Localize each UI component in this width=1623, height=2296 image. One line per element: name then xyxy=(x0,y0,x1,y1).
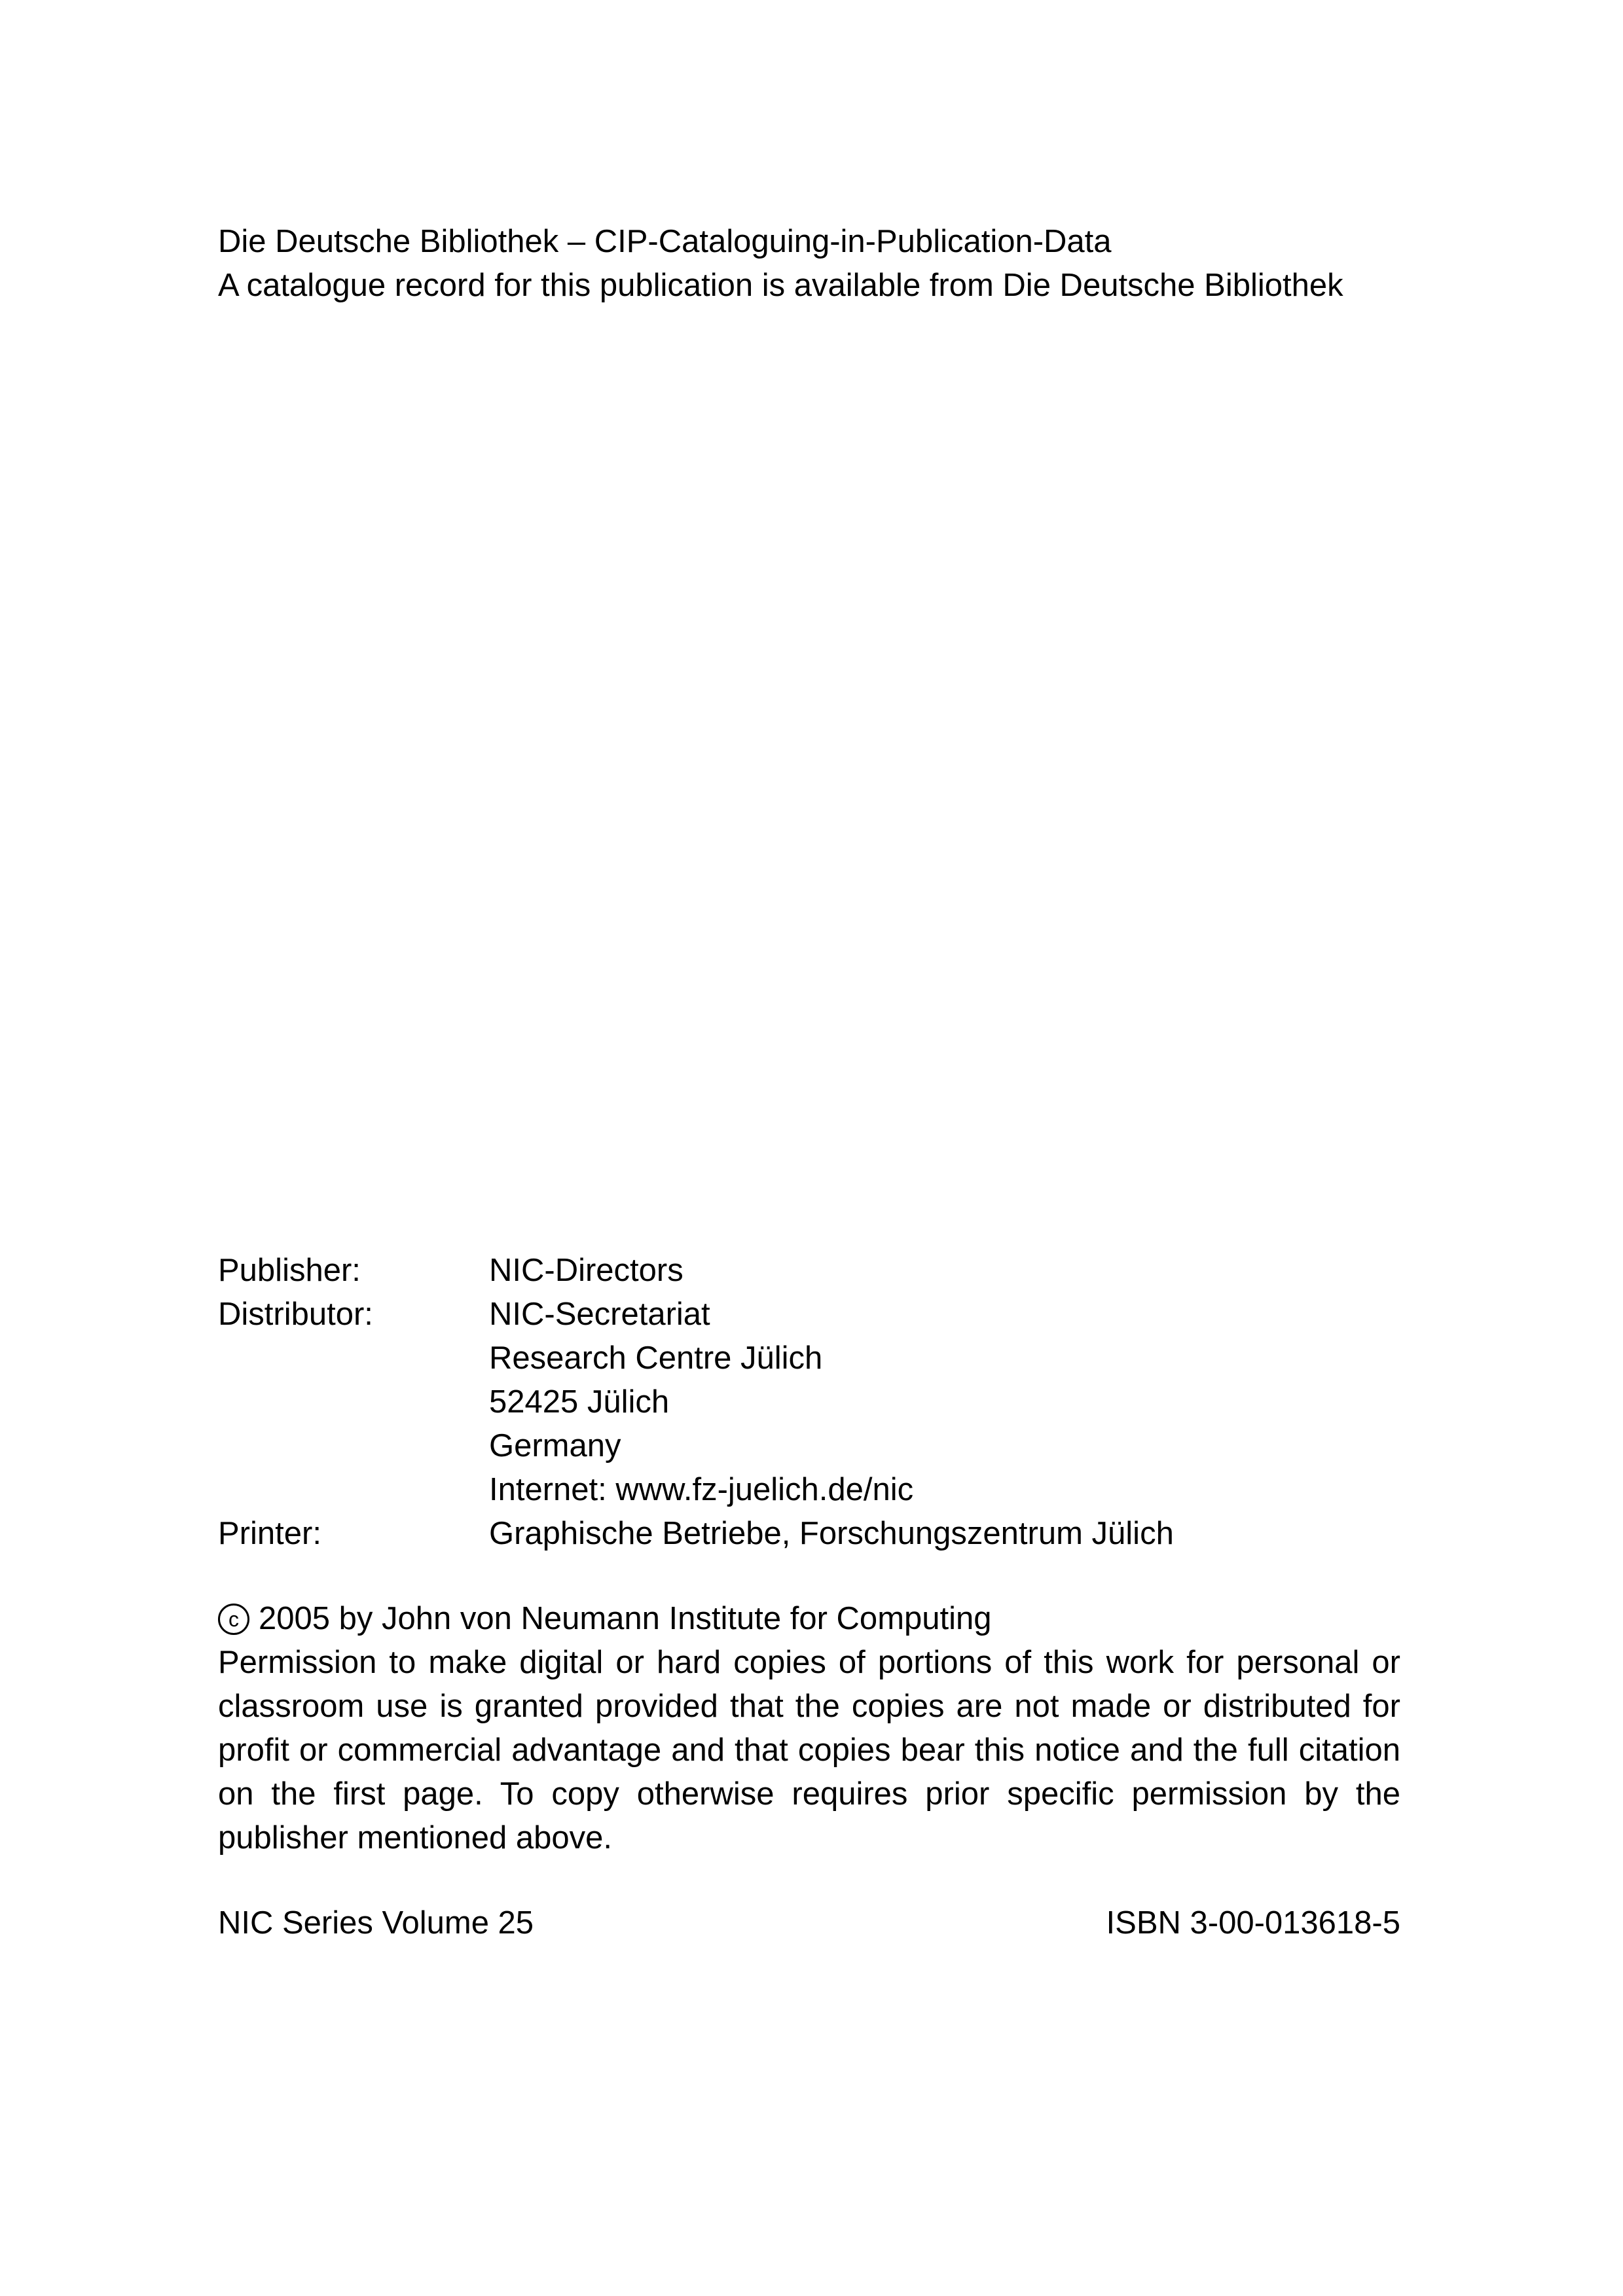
series-footer xyxy=(218,1901,1400,1945)
distributor-line: NIC-Secretariat xyxy=(489,1297,710,1332)
distributor-address-row xyxy=(218,1380,1174,1424)
cip-block xyxy=(218,220,1343,308)
copyright-icon: c xyxy=(218,1604,249,1635)
isbn: ISBN 3-00-013618-5 xyxy=(1106,1905,1400,1941)
cip-record-line: A catalogue record for this publication is available from Die Deutsche Bibliothek xyxy=(218,268,1343,303)
copyright-block xyxy=(218,1597,1400,1860)
copyright-notice xyxy=(218,1597,1400,1641)
permission-paragraph: Permission to make digital or hard copies of portions of this work for personal or classroom use is granted provided that the copies are not made or distributed for profit or commercial advantage and that copies bear this notice and the full citation on the first page. To copy otherwise requires prior specific permission by the publisher mentioned above. xyxy=(218,1645,1400,1856)
distributor-row xyxy=(218,1293,1174,1336)
distributor-line: Research Centre Jülich xyxy=(489,1340,823,1376)
printer-row xyxy=(218,1512,1174,1556)
publisher-row xyxy=(218,1249,1174,1293)
distributor-line: Germany xyxy=(489,1428,621,1463)
publisher-value: NIC-Directors xyxy=(489,1253,684,1288)
distributor-address-row xyxy=(218,1468,1174,1512)
series-volume: NIC Series Volume 25 xyxy=(218,1905,534,1941)
distributor-address-row xyxy=(218,1424,1174,1468)
printer-value: Graphische Betriebe, Forschungszentrum Jülich xyxy=(489,1516,1174,1551)
distributor-label: Distributor: xyxy=(218,1297,373,1332)
cip-title-line: Die Deutsche Bibliothek – CIP-Cataloguing-in-Publication-Data xyxy=(218,224,1112,259)
distributor-internet-line: Internet: www.fz-juelich.de/nic xyxy=(489,1472,914,1507)
distributor-line: 52425 Jülich xyxy=(489,1384,670,1420)
copyright-text: 2005 by John von Neumann Institute for Computing xyxy=(259,1601,992,1636)
printer-label: Printer: xyxy=(218,1516,321,1551)
distributor-address-row xyxy=(218,1336,1174,1380)
publication-info-table xyxy=(218,1249,1174,1556)
publisher-label: Publisher: xyxy=(218,1253,361,1288)
